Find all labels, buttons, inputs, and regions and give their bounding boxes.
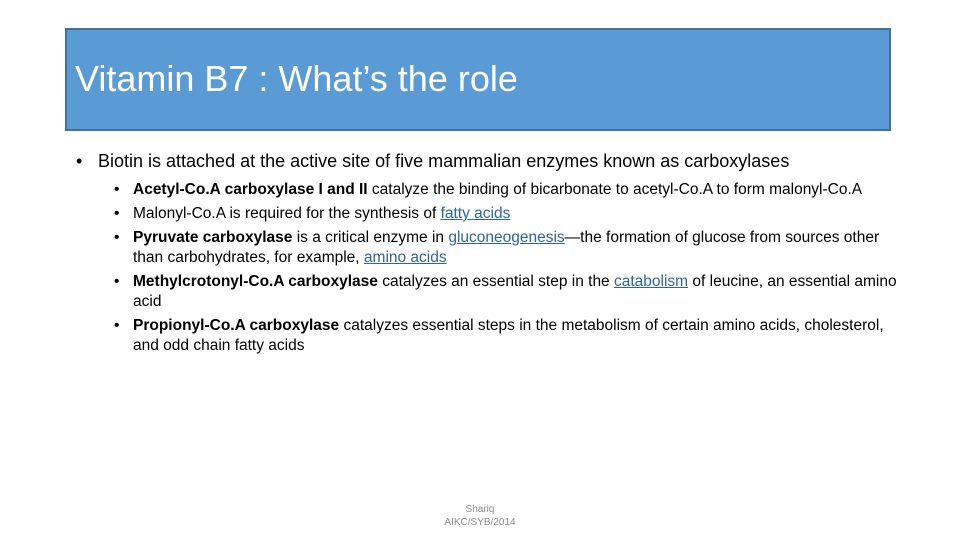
bullet-icon: • <box>114 205 120 222</box>
slide-title: Vitamin B7 : What’s the role <box>75 58 518 99</box>
slide-content <box>76 150 906 360</box>
sub-point-propionyl <box>76 316 906 356</box>
main-bullet-point <box>76 150 906 172</box>
catabolism-link[interactable]: catabolism <box>614 273 689 290</box>
sub-point-text: Malonyl-Co.A is required for the synthesis of <box>133 205 441 222</box>
sub-point-text: —the formation of glucose from sources other than carbohydrates, for example, <box>133 229 880 266</box>
sub-point-text: is a critical enzyme in <box>292 229 449 246</box>
footer-source: AIKC/SYB/2014 <box>444 517 516 528</box>
bullet-icon: • <box>114 273 120 290</box>
main-point-text: Biotin is attached at the active site of five mammalian enzymes known as carboxylases <box>98 151 790 171</box>
enzyme-name: Pyruvate carboxylase <box>133 229 293 246</box>
enzyme-name: Methylcrotonyl-Co.A carboxylase <box>133 273 378 290</box>
sub-point-methylcrotonyl <box>76 272 906 312</box>
bullet-icon: • <box>114 181 120 198</box>
sub-point-pyruvate <box>76 228 906 268</box>
bullet-icon: • <box>114 229 120 246</box>
sub-point-text: of leucine, an essential amino acid <box>133 273 897 310</box>
amino-acids-link[interactable]: amino acids <box>363 249 447 266</box>
sub-point-text: catalyzes essential steps in the metabolism of certain amino acids, cholesterol, and odd chain fatty acids <box>133 317 884 354</box>
title-box <box>65 28 891 131</box>
enzyme-name: Acetyl-Co.A carboxylase I and II <box>133 181 368 198</box>
sub-point-text: catalyzes an essential step in the <box>377 273 614 290</box>
fatty-acids-link[interactable]: fatty acids <box>440 205 511 222</box>
gluconeogenesis-link[interactable]: gluconeogenesis <box>448 229 565 246</box>
sub-point-text: catalyze the binding of bicarbonate to acetyl-Co.A to form malonyl-Co.A <box>367 181 863 198</box>
sub-point-malonyl-coa <box>76 204 906 224</box>
bullet-icon: • <box>114 317 120 334</box>
footer <box>380 503 580 529</box>
bullet-icon: • <box>76 151 83 171</box>
sub-point-acetyl-coa <box>76 180 906 200</box>
enzyme-name: Propionyl-Co.A carboxylase <box>133 317 340 334</box>
sub-bullet-list <box>76 180 906 356</box>
footer-author: Shariq <box>465 504 495 515</box>
